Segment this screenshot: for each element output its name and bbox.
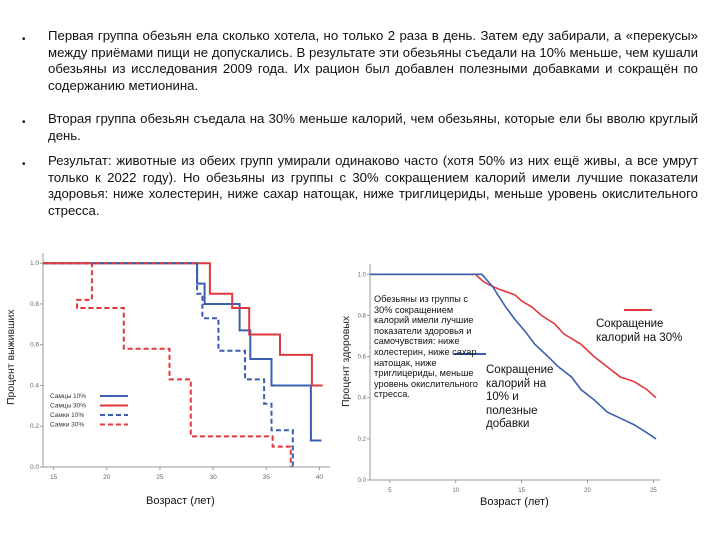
- survival-chart: [0, 245, 340, 510]
- y-tick-label: 0.8: [29, 300, 39, 308]
- x-tick-label: 20: [103, 474, 111, 481]
- x-tick-label: 10: [452, 488, 460, 494]
- y-tick-label: 0.0: [29, 464, 39, 471]
- y-tick-label: 1.0: [357, 272, 366, 279]
- health-x-axis-label: Возраст (лет): [480, 496, 549, 508]
- y-tick-label: 0.6: [357, 354, 366, 361]
- x-tick-label: 25: [156, 474, 164, 481]
- blue-series-label: Сокращение калорий на 10% и полезные добавки: [486, 364, 554, 430]
- legend-label: Самцы 10%: [50, 393, 87, 400]
- legend-label: Самки 30%: [50, 421, 85, 429]
- health-annotation: Обезьяны из группы с 30% сокращением калорий имели лучшие показатели здоровья и самочувствия: ниже холестерин, ниже сахар натощак, ниже триглицериды, меньше уровень окислительного стресса.: [374, 294, 478, 400]
- x-tick-label: 15: [50, 474, 58, 481]
- series-line-4: [43, 263, 291, 467]
- health-chart: [330, 252, 683, 510]
- x-tick-label: 40: [315, 474, 323, 481]
- y-tick-label: 0.2: [29, 423, 39, 431]
- x-tick-label: 25: [650, 488, 657, 494]
- bullet-marker-2: •: [22, 117, 26, 128]
- bullet-text-3: Результат: животные из обеих групп умирали одинаково часто (хотя 50% из них ещё живы, а все умрут только к 2022 году). Но обезьяны из группы с 30% сокращением калорий имели лучшие показатели здоровья: ниже холестерин, ниже сахар натощак, ниже триглицериды, меньше уровень окислительного стресса.: [48, 153, 698, 218]
- red-series-label: Сокращение калорий на 30%: [596, 318, 683, 344]
- x-tick-label: 35: [262, 474, 270, 481]
- health-y-axis-label: Процент здоровых: [340, 315, 352, 407]
- bullet-marker-1: •: [22, 34, 26, 45]
- survival-y-axis-label: Процент выживших: [5, 309, 17, 405]
- y-tick-label: 1.0: [29, 260, 39, 268]
- x-tick-label: 20: [584, 488, 591, 494]
- series-line-2: [43, 263, 323, 385]
- series-line-3: [43, 263, 293, 467]
- y-tick-label: 0.0: [357, 478, 366, 484]
- survival-chart-svg: [0, 245, 340, 510]
- x-tick-label: 5: [388, 488, 392, 494]
- bullet-text-1: Первая группа обезьян ела сколько хотела, но только 2 раза в день. Затем еду забирали, а «перекусы» между приёмами пищи не допускались. В результате эти обезьяны съедали на 10% меньше, чем кушали обезьяны из исследования 2009 года. Их рацион был добавлен полезными добавками и сокращён по содержанию метионина.: [48, 28, 698, 93]
- bullet-marker-3: •: [22, 159, 26, 170]
- survival-x-axis-label: Возраст (лет): [146, 495, 215, 507]
- y-tick-label: 0.4: [357, 395, 366, 402]
- legend-label: Самцы 30%: [50, 402, 87, 410]
- bullet-text-2: Вторая группа обезьян съедала на 30% меньше калорий, чем обезьяны, которые ели бы вволю круглый день.: [48, 111, 698, 143]
- y-tick-label: 0.8: [357, 313, 366, 320]
- y-tick-label: 0.6: [29, 341, 39, 349]
- y-tick-label: 0.4: [29, 382, 39, 390]
- y-tick-label: 0.2: [357, 436, 366, 443]
- x-tick-label: 15: [518, 488, 525, 494]
- legend-label: Самки 10%: [50, 412, 85, 419]
- x-tick-label: 30: [209, 474, 217, 481]
